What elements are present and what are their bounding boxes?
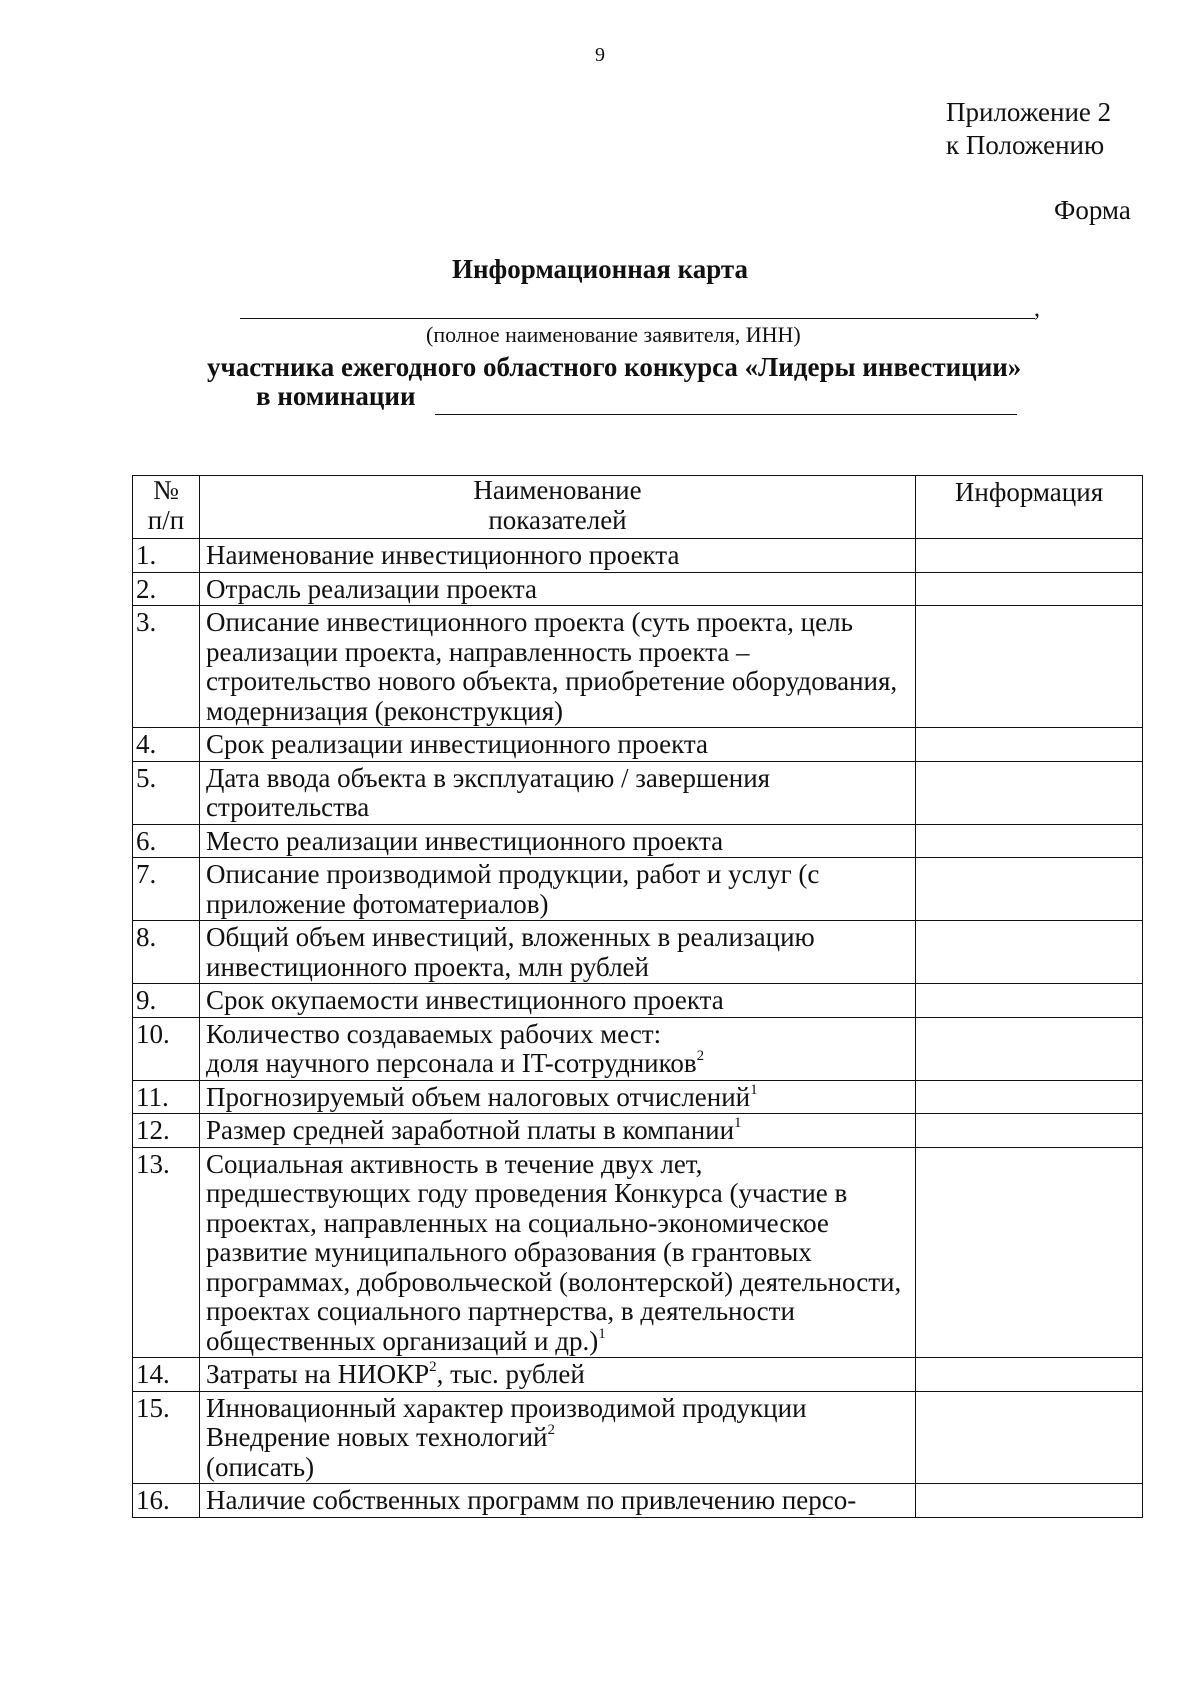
table-row: [133, 761, 1143, 824]
info-card-table: [132, 475, 1143, 1518]
row-info-cell[interactable]: [916, 761, 1143, 824]
row-indicator: [200, 1391, 916, 1484]
footnote-marker: 2: [429, 1359, 437, 1375]
row-indicator: Дата ввода объекта в эксплуатацию / завершения строительства: [200, 761, 916, 824]
row-indicator-text: Внедрение новых технологий: [206, 1422, 548, 1452]
table-header-row: [133, 476, 1143, 539]
nomination-blank: [435, 414, 1017, 415]
header-number-line-1: №: [153, 475, 179, 505]
row-indicator-text: Затраты на НИОКР: [206, 1359, 430, 1389]
header-information: Информация: [916, 476, 1143, 539]
row-indicator-text: доля научного персонала и IT-сотрудников: [206, 1048, 697, 1078]
table-row: [133, 984, 1143, 1018]
table-row: [133, 1114, 1143, 1148]
row-indicator-text: Размер средней заработной платы в компании: [206, 1115, 735, 1145]
table-row: [133, 1484, 1143, 1518]
row-indicator: Место реализации инвестиционного проекта: [200, 824, 916, 858]
table-row: [133, 1017, 1143, 1080]
row-indicator: Общий объем инвестиций, вложенных в реализацию инвестиционного проекта, млн рублей: [200, 921, 916, 984]
header-number-line-2: п/п: [147, 504, 185, 535]
page-number: 9: [595, 44, 605, 66]
appendix-line-1: Приложение 2: [946, 97, 1112, 127]
row-indicator-text: Прогнозируемый объем налоговых отчислений: [206, 1081, 751, 1112]
row-indicator: Описание производимой продукции, работ и услуг (с приложение фотоматериалов): [200, 858, 916, 921]
row-info-cell[interactable]: [916, 824, 1143, 858]
footnote-marker: 1: [598, 1325, 606, 1342]
appendix-line-2: к Положению: [946, 130, 1105, 160]
applicant-comma: ,: [1034, 296, 1040, 322]
row-info-cell[interactable]: [916, 728, 1143, 762]
header-number: [133, 476, 200, 539]
table-row: [133, 921, 1143, 984]
row-indicator: Срок реализации инвестиционного проекта: [200, 728, 916, 762]
row-indicator: Отрасль реализации проекта: [200, 572, 916, 606]
table-row: [133, 572, 1143, 606]
row-number: 13.: [133, 1147, 200, 1358]
row-number: 7.: [133, 858, 200, 921]
row-number: 4.: [133, 728, 200, 762]
row-number: 2.: [133, 572, 200, 606]
row-number: 14.: [133, 1358, 200, 1392]
row-indicator: Описание инвестиционного проекта (суть проекта, цель реализации проекта, направленность проекта – строительство нового объекта, приобретение оборудования, модернизация (реконструкция): [200, 606, 916, 728]
table-row: [133, 1358, 1143, 1392]
footnote-marker: 1: [750, 1081, 758, 1098]
row-info-cell[interactable]: [916, 1391, 1143, 1484]
participant-heading: участника ежегодного областного конкурса «Лидеры инвестиции»: [207, 352, 1022, 382]
row-info-cell[interactable]: [916, 539, 1143, 573]
footnote-marker: 2: [547, 1422, 555, 1438]
footnote-marker: 1: [734, 1115, 742, 1131]
row-number: 8.: [133, 921, 200, 984]
row-info-cell[interactable]: [916, 1114, 1143, 1148]
row-number: 3.: [133, 606, 200, 728]
row-indicator-line-1: Количество создаваемых рабочих мест:: [206, 1018, 662, 1049]
row-indicator: [200, 1080, 916, 1114]
header-name-line-1: Наименование: [473, 475, 642, 505]
row-indicator-line-2: [206, 1049, 911, 1079]
table-row: [133, 539, 1143, 573]
row-number: 1.: [133, 539, 200, 573]
row-number: 15.: [133, 1391, 200, 1484]
table-row: [133, 824, 1143, 858]
row-indicator: Срок окупаемости инвестиционного проекта: [200, 984, 916, 1018]
row-indicator: [200, 1358, 916, 1392]
row-info-cell[interactable]: [916, 984, 1143, 1018]
row-number: 12.: [133, 1114, 200, 1148]
row-indicator: [200, 1114, 916, 1148]
applicant-caption: (полное наименование заявителя, ИНН): [426, 322, 801, 347]
applicant-name-blank: [240, 318, 1035, 319]
header-name-line-2: показателей: [488, 504, 627, 535]
row-info-cell[interactable]: [916, 921, 1143, 984]
header-indicator-name: [200, 476, 916, 539]
appendix-reference: [946, 96, 1111, 162]
row-indicator-line-2: [206, 1423, 911, 1453]
row-number: 11.: [133, 1080, 200, 1114]
row-indicator: Наименование инвестиционного проекта: [200, 539, 916, 573]
row-info-cell[interactable]: [916, 1147, 1143, 1358]
table-row: [133, 728, 1143, 762]
row-number: 6.: [133, 824, 200, 858]
table-row: [133, 1147, 1143, 1358]
row-number: 10.: [133, 1017, 200, 1080]
row-number: 16.: [133, 1484, 200, 1518]
form-label: Форма: [1054, 195, 1131, 225]
footnote-marker: 2: [696, 1048, 705, 1064]
nomination-label: в номинации: [256, 381, 416, 411]
row-info-cell[interactable]: [916, 1017, 1143, 1080]
row-info-cell[interactable]: [916, 572, 1143, 606]
table-row: [133, 1080, 1143, 1114]
table-row: [133, 1391, 1143, 1484]
row-number: 5.: [133, 761, 200, 824]
row-indicator-line-1: Инновационный характер производимой продукции: [206, 1392, 807, 1423]
row-indicator: [200, 1147, 916, 1358]
row-indicator: Наличие собственных программ по привлечению персо-: [200, 1484, 916, 1518]
row-number: 9.: [133, 984, 200, 1018]
row-indicator-text: , тыс. рублей: [436, 1359, 585, 1389]
row-info-cell[interactable]: [916, 858, 1143, 921]
row-indicator-text: Социальная активность в течение двух лет, предшествующих году проведения Конкурса (участие в проектах, направленных на социально-экономическое развитие муниципального образования (в грантовых программах, добровольческой (волонтерской) деятельности, проектах социального партнерства, в деятельности общественных организаций и др.): [206, 1148, 902, 1356]
table-row: [133, 858, 1143, 921]
row-indicator-line-3: (описать): [206, 1451, 315, 1482]
row-indicator: [200, 1017, 916, 1080]
document-title: Информационная карта: [451, 254, 749, 284]
row-info-cell[interactable]: [916, 1484, 1143, 1518]
table-row: [133, 606, 1143, 728]
row-info-cell[interactable]: [916, 1080, 1143, 1114]
row-info-cell[interactable]: [916, 606, 1143, 728]
row-info-cell[interactable]: [916, 1358, 1143, 1392]
